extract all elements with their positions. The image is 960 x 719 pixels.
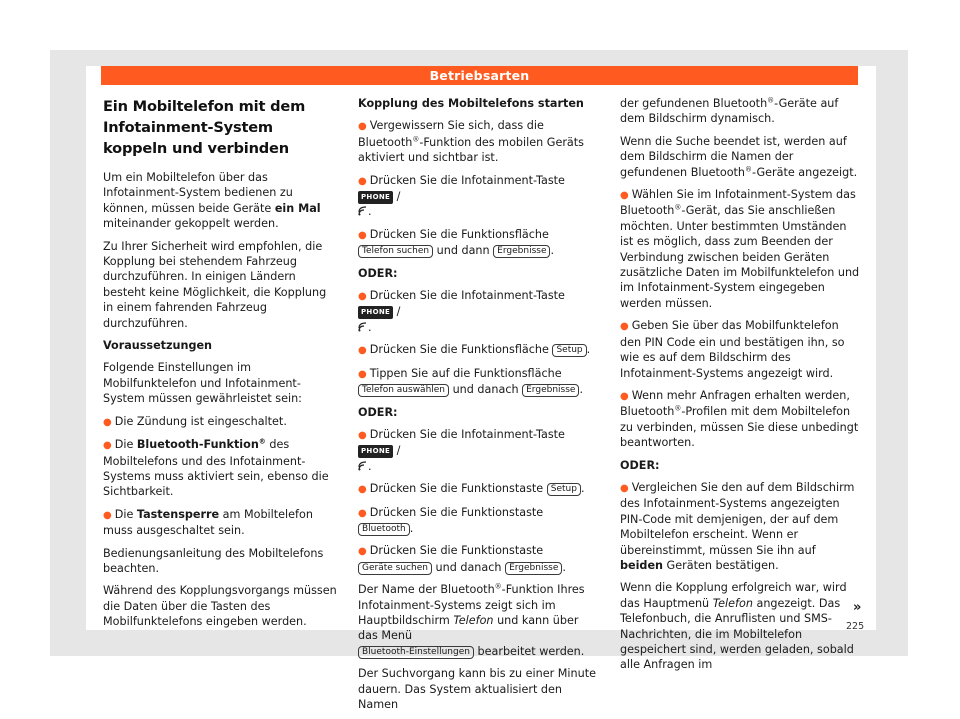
bullet-icon: ● (358, 429, 367, 441)
list-item: ● Drücken Sie die Funktionstaste Setup . (358, 482, 585, 496)
bullet-icon: ● (358, 229, 367, 241)
bullet-icon: ● (358, 546, 367, 558)
list-item: ● Drücken Sie die Funktionsfläche Telefon suchen und dann Ergebnisse . (358, 227, 555, 258)
continue-arrow-icon: » (853, 600, 862, 615)
bullet-icon: ● (358, 368, 367, 380)
bullet-icon: ● (358, 291, 367, 303)
list-item: ● Wenn mehr Anfragen erhalten werden, Bluetooth®-Profilen mit dem Mobiltelefon zu verbinden, müssen Sie diese unbedingt beantworten. (620, 388, 859, 450)
search-duration-paragraph: Der Suchvorgang kann bis zu einer Minute dauern. Das System aktualisiert den Namen (358, 667, 596, 711)
requirements-paragraph: Folgende Einstellungen im Mobilfunktelefon und Infotainment-System müssen gewährleistet sein: (103, 361, 302, 406)
bullet-icon: ● (620, 390, 629, 402)
ergebnisse-button: Ergebnisse (493, 245, 550, 258)
setup-button: Setup (552, 344, 586, 357)
subheading-voraussetzungen: Voraussetzungen (103, 339, 213, 353)
list-item: ● Drücken Sie die Infotainment-Taste PHONE / . (358, 427, 565, 473)
subheading-kopplung: Kopplung des Mobiltelefons starten (358, 97, 584, 110)
ergebnisse-button: Ergebnisse (505, 562, 562, 575)
ergebnisse-button: Ergebnisse (522, 384, 579, 397)
list-item: ● Drücken Sie die Funktionsfläche Setup . (358, 343, 591, 357)
list-item: ● Drücken Sie die Infotainment-Taste PHONE / . (358, 173, 565, 219)
setup-button: Setup (547, 483, 581, 496)
list-item: ● Die Zündung ist eingeschaltet. (103, 414, 287, 428)
manual-note: Bedienungsanleitung des Mobiltelefons beachten. (103, 546, 324, 575)
phone-key-icon: PHONE (358, 191, 393, 204)
bluetooth-name-paragraph: Der Name der Bluetooth®-Funktion Ihres Infotainment-Systems zeigt sich im Hauptbildschirm Telefon und kann über das Menü Bluetooth-Einstellungen bearbeitet werden. (358, 582, 585, 658)
list-item: ● Vergewissern Sie sich, dass die Bluetooth®-Funktion des mobilen Geräts aktiviert und sichtbar ist. (358, 119, 584, 165)
safety-paragraph: Zu Ihrer Sicherheit wird empfohlen, die Kopplung bei stehendem Fahrzeug durchzuführen. In einigen Ländern besteht keine Möglichkeit, die Kopplung in einem fahrenden Fahrzeug durchzuführen. (103, 239, 327, 330)
list-item: ● Die Bluetooth-Funktion® des Mobiltelefons und des Infotainment-Systems muss aktiviert sein, ebenso die Sichtbarkeit. (103, 437, 329, 499)
column-left (103, 96, 339, 637)
geraete-suchen-button: Geräte suchen (358, 562, 432, 575)
list-item: ● Wählen Sie im Infotainment-System das Bluetooth®-Gerät, das Sie anschließen möchten. Unter bestimmten Umständen ist es möglich, dass zum Beenden der Verbindung zwischen beiden Geräten zusätzliche Daten im Mobilfunktelefon und im Infotainment-System eingegeben werden müssen. (620, 188, 860, 310)
telefon-suchen-button: Telefon suchen (358, 245, 433, 258)
bullet-icon: ● (103, 416, 112, 428)
list-item: ● Drücken Sie die Funktionstaste Geräte suchen und danach Ergebnisse . (358, 544, 566, 574)
phone-key-icon: PHONE (358, 445, 393, 458)
success-paragraph: Wenn die Kopplung erfolgreich war, wird das Hauptmenü Telefon angezeigt. Das Telefonbuch, die Anruflisten und SMS- Nachrichten, die im Mobiltelefon gespeichert sind, werden geladen, sobald alle Anfragen im (620, 581, 854, 672)
bullet-icon: ● (358, 121, 367, 133)
pairing-note: Während des Kopplungsvorgangs müssen die Daten über die Tasten des Mobilfunktelefons eingeben werden. (103, 584, 337, 629)
bullet-icon: ● (620, 482, 629, 494)
intro-paragraph: Um ein Mobiltelefon über das Infotainment-System bedienen zu können, müssen beide Geräte ein Mal miteinander gekoppelt werden. (103, 171, 321, 231)
bullet-icon: ● (358, 484, 367, 496)
phone-key-icon: PHONE (358, 306, 393, 319)
bullet-icon: ● (620, 321, 629, 333)
oder-label: ODER: (620, 458, 660, 472)
found-devices-paragraph: der gefundenen Bluetooth®-Geräte auf dem Bildschirm dynamisch. (620, 96, 839, 126)
page-title: Ein Mobiltelefon mit dem Infotainment-System koppeln und verbinden (103, 98, 306, 157)
list-item: ● Die Tastensperre am Mobiltelefon muss ausgeschaltet sein. (103, 507, 313, 538)
section-header: Betriebsarten (101, 66, 858, 85)
list-item: ● Geben Sie über das Mobilfunktelefon den PIN Code ein und bestätigen ihn, so wie es auf dem Bildschirm des Infotainment-Systems angezeigt wird. (620, 319, 845, 380)
bluetooth-einstellungen-button: Bluetooth-Einstellungen (358, 646, 474, 659)
list-item: ● Drücken Sie die Infotainment-Taste PHONE / . (358, 289, 565, 334)
phone-wave-icon (358, 206, 368, 216)
page-number: 225 (846, 621, 865, 632)
bullet-icon: ● (103, 440, 112, 452)
phone-wave-icon (358, 322, 368, 332)
column-middle (358, 96, 596, 719)
bullet-icon: ● (358, 345, 367, 357)
oder-label: ODER: (358, 405, 398, 419)
bullet-icon: ● (103, 509, 112, 521)
oder-label: ODER: (358, 266, 398, 280)
telefon-auswaehlen-button: Telefon auswählen (358, 384, 449, 397)
list-item: ● Vergleichen Sie den auf dem Bildschirm des Infotainment-Systems angezeigten PIN-Code mit demjenigen, der auf dem Mobiltelefon erscheint. Wenn er übereinstimmt, müssen Sie ihn auf beiden Geräten bestätigen. (620, 480, 855, 572)
column-right (620, 96, 860, 680)
bullet-icon: ● (358, 507, 367, 519)
list-item: ● Tippen Sie auf die Funktionsfläche Telefon auswählen und danach Ergebnisse . (358, 366, 583, 397)
list-item: ● Drücken Sie die Funktionstaste Bluetooth . (358, 505, 544, 535)
phone-wave-icon (358, 461, 368, 471)
bluetooth-button: Bluetooth (358, 523, 410, 536)
search-finished-paragraph: Wenn die Suche beendet ist, werden auf dem Bildschirm die Namen der gefundenen Bluetooth®-Geräte angezeigt. (620, 134, 858, 179)
bullet-icon: ● (620, 190, 629, 202)
bullet-icon: ● (358, 175, 367, 187)
